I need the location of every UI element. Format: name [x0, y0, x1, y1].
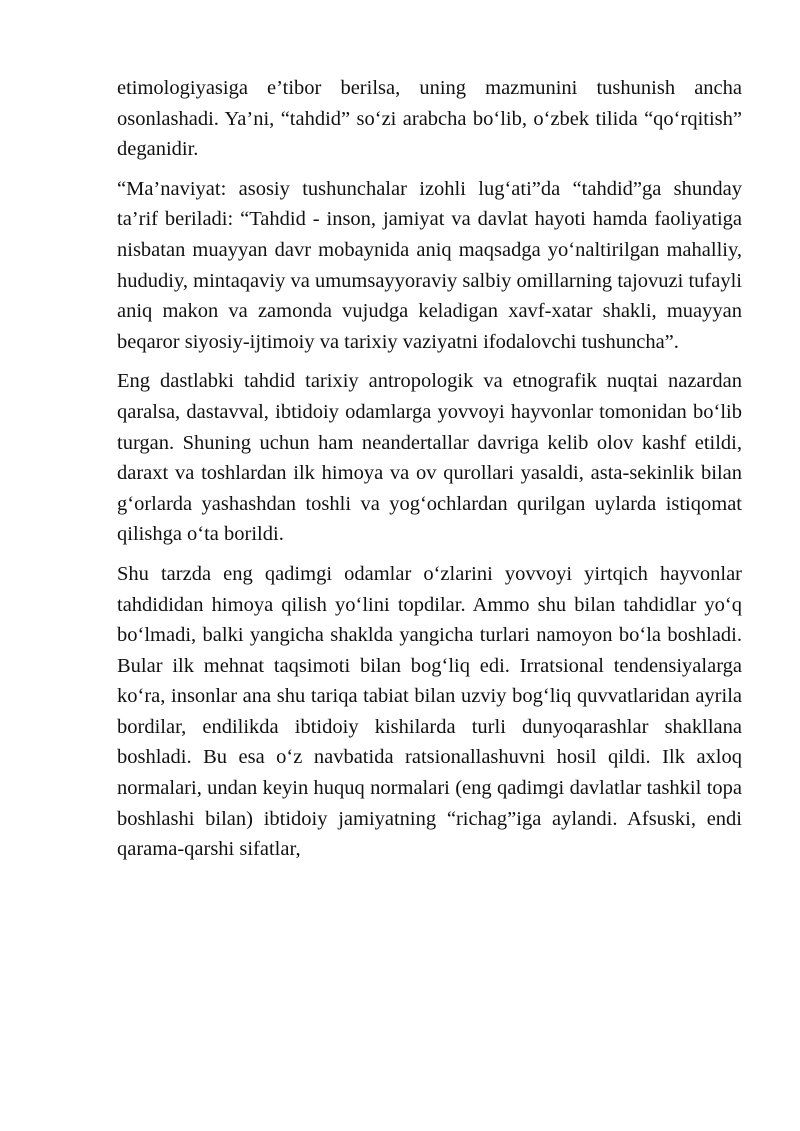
paragraph-3: Eng dastlabki tahdid tarixiy antropologik va etnografik nuqtai nazardan qaralsa, dastavval, ibtidoiy odamlarga yovvoyi hayvonlar tomonidan bo‘lib turgan. Shuning uchun ham neandertallar davriga kelib olov kashf etildi, daraxt va toshlardan ilk himoya va ov qurollari yasaldi, asta-sekinlik bilan g‘orlarda yashashdan toshli va yog‘ochlardan qurilgan uylarda istiqomat qilishga o‘ta borildi.: [117, 370, 742, 546]
paragraph-1: etimologiyasiga e’tibor berilsa, uning mazmunini tushunish ancha osonlashadi. Ya’ni, “tahdid” so‘zi arabcha bo‘lib, o‘zbek tilida “qo‘rqitish” deganidir.: [117, 77, 742, 161]
paragraph-4: Shu tarzda eng qadimgi odamlar o‘zlarini yovvoyi yirtqich hayvonlar tahdididan himoya qilish yo‘lini topdilar. Ammo shu bilan tahdidlar yo‘q bo‘lmadi, balki yangicha shaklda yangicha turlari namoyon bo‘la boshladi. Bular ilk mehnat taqsimoti bilan bog‘liq edi. Irratsional tendensiyalarga ko‘ra, insonlar ana shu tariqa tabiat bilan uzviy bog‘liq quvvatlaridan ayrila bordilar, endilikda ibtidoiy kishilarda turli dunyoqarashlar shakllana boshladi. Bu esa o‘z navbatida ratsionallashuvni hosil qildi. Ilk axloq normalari, undan keyin huquq normalari (eng qadimgi davlatlar tashkil topa boshlashi bilan) ibtidoiy jamiyatning “richag”iga aylandi. Afsuski, endi qarama-qarshi sifatlar,: [117, 562, 742, 861]
document-page: [117, 73, 742, 874]
paragraph-2: “Ma’naviyat: asosiy tushunchalar izohli lug‘ati”da “tahdid”ga shunday ta’rif beriladi: “Tahdid - inson, jamiyat va davlat hayoti hamda faoliyatiga nisbatan muayyan davr mobaynida aniq maqsadga yo‘naltirilgan mahalliy, hududiy, mintaqaviy va umumsayyoraviy salbiy omillarning tajovuzi tufayli aniq makon va zamonda vujudga keladigan xavf-xatar shakli, muayyan beqaror siyosiy-ijtimoiy va tarixiy vaziyatni ifodalovchi tushuncha”.: [117, 177, 742, 353]
